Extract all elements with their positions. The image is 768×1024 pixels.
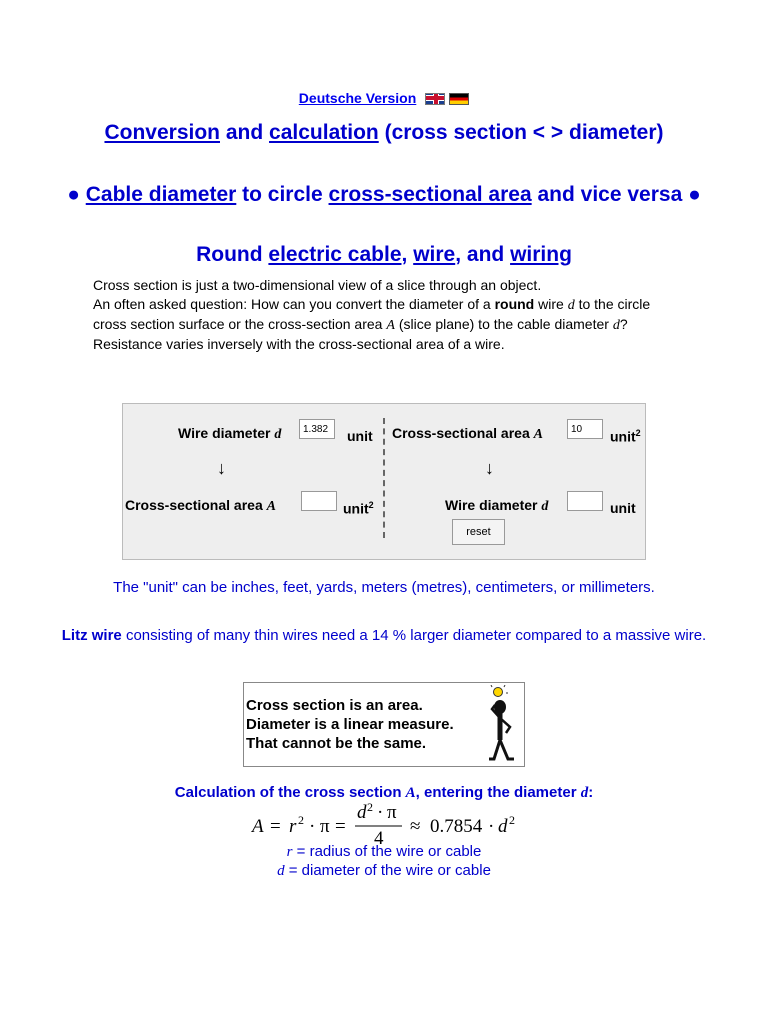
calculator-panel [122,403,646,560]
subtitle-rest: and vice versa [537,183,683,206]
svg-text:·: · [488,816,495,837]
german-version-link[interactable]: Deutsche Version [298,90,417,106]
bullet-left: ● [67,183,80,206]
litz-note: Litz wire consisting of many thin wires need a 14 % larger diameter compared to a massive wire. [61,627,707,644]
svg-text:r: r [289,816,297,837]
reset-button[interactable]: reset [452,519,505,545]
area-formula [250,800,530,846]
bullet-right: ● [688,183,701,206]
symbol-d: d [612,318,620,333]
comma-1: , [401,243,408,266]
wire-diameter-input[interactable] [299,419,335,439]
unit-label: unit [347,428,373,444]
svg-text:d: d [357,802,367,823]
svg-text:≈: ≈ [410,816,421,837]
uk-flag-icon[interactable] [425,93,445,105]
calculation-heading: Calculation of the cross section A, entering the diameter d: [174,784,594,801]
svg-text:=: = [270,816,281,837]
subtitle-2 [40,242,728,267]
svg-text:=: = [335,816,346,837]
page-title [40,120,728,145]
subtitle [40,182,728,207]
svg-text:π: π [320,816,330,837]
conversion-link[interactable]: Conversion [104,121,220,144]
wiring-link[interactable]: wiring [510,243,572,266]
cross-sectional-area-input[interactable] [567,419,603,439]
intro-text [93,276,683,354]
svg-text:4: 4 [374,828,384,846]
svg-text:π: π [387,802,397,823]
wire-diameter-label: Wire diameter d [178,425,282,442]
svg-text:·: · [377,802,384,823]
svg-text:d: d [498,816,508,837]
german-flag-icon[interactable] [449,93,469,105]
language-switch [0,90,768,106]
comma-and: , and [455,243,505,266]
litz-wire-bold: Litz wire [61,627,122,644]
unit-squared-label: unit$^2$ [343,500,374,517]
intro-line-3: Resistance varies inversely with the cross-sectional area of a wire. [93,336,505,352]
legend-radius: r = radius of the wire or cable [286,843,482,860]
unit-note: The "unit" can be inches, feet, yards, meters (metres), centimeters, or millimeters. [113,579,655,596]
electric-cable-link[interactable]: electric cable [268,243,402,266]
intro-line-2: An often asked question: How can you convert the diameter of a round wire d to the circle cross section surface or the cross-section area A (slice plane) to the cable diameter d? [93,296,651,333]
cross-sectional-area-label: Cross-sectional area A [125,497,276,514]
round-text: Round [196,243,263,266]
symbol-a: A [386,318,395,333]
unit-label: unit [610,500,636,516]
wire-diameter-output[interactable] [567,491,603,511]
title-and: and [225,121,264,144]
arrow-down-icon: ↓ [217,458,226,478]
unit-squared-label: unit$^2$ [610,428,641,445]
round-bold: round [494,296,535,312]
wire-diameter-label: Wire diameter d [445,497,549,514]
info-box [243,682,525,767]
svg-text:2: 2 [509,813,515,827]
arrow-down-icon: ↓ [485,458,494,478]
svg-text:2: 2 [298,813,304,827]
cable-diameter-link[interactable]: Cable diameter [85,183,237,206]
cross-sectional-area-output[interactable] [301,491,337,511]
thinking-figure-icon [486,685,522,764]
cross-sectional-area-link[interactable]: cross-sectional area [328,183,532,206]
wire-link[interactable]: wire [413,243,456,266]
svg-text:A: A [252,816,264,837]
subtitle-mid: to circle [242,183,323,206]
calculation-link[interactable]: calculation [269,121,379,144]
divider [383,418,385,538]
legend-diameter: d = diameter of the wire or cable [277,862,491,879]
title-rest: (cross section < > diameter) [384,121,664,144]
intro-line-1: Cross section is just a two-dimensional view of a slice through an object. [93,277,542,293]
svg-text:·: · [309,816,316,837]
svg-text:0.7854: 0.7854 [430,816,483,837]
cross-sectional-area-label: Cross-sectional area A [392,425,543,442]
info-text: Cross section is an area. Diameter is a linear measure. That cannot be the same. [246,697,454,752]
svg-text:2: 2 [367,800,373,814]
symbol-d: d [567,298,575,313]
